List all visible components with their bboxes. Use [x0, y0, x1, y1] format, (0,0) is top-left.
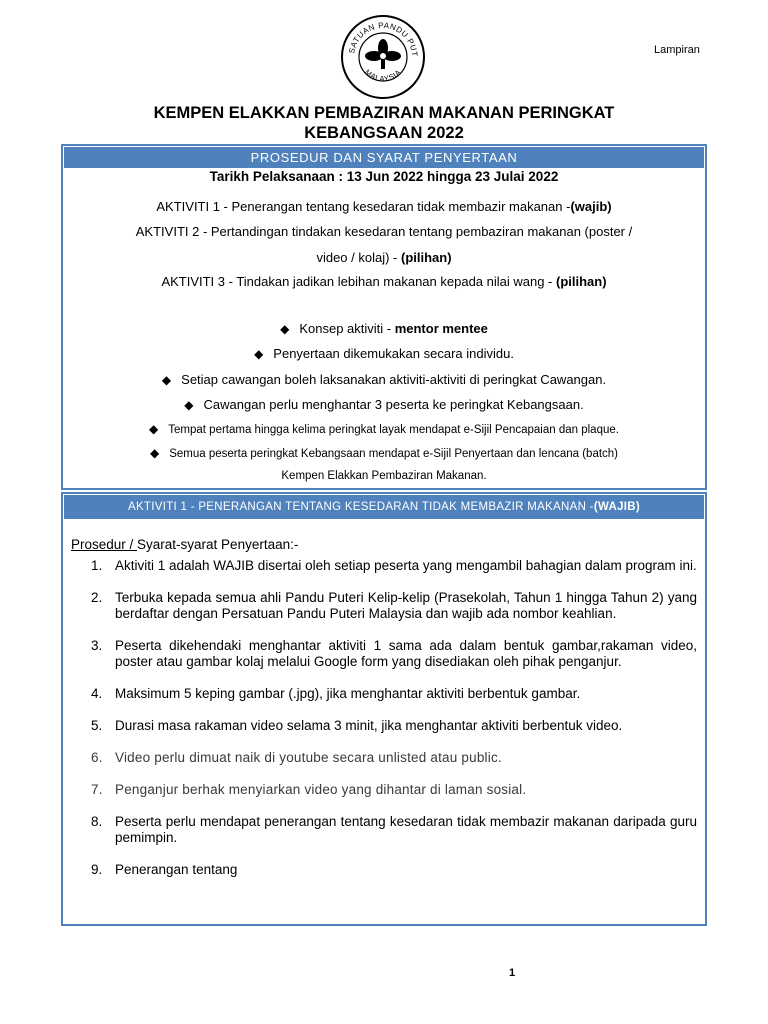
- procedure-box: [61, 144, 707, 490]
- diamond-bullet-icon: ◆: [184, 398, 194, 412]
- list-item: 4. Maksimum 5 keping gambar (.jpg), jika menghantar aktiviti berbentuk gambar.: [91, 686, 581, 701]
- diamond-bullet-icon: ◆: [161, 373, 172, 387]
- bullet-tempat-pertama: ◆ Tempat pertama hingga kelima peringkat layak mendapat e-Sijil Pencapaian dan plaque.: [149, 422, 619, 436]
- diamond-bullet-icon: ◆: [254, 347, 264, 361]
- page-number: 1: [509, 967, 516, 979]
- aktiviti-1-box: [61, 492, 707, 926]
- aktiviti-3-line: AKTIVITI 3 - Tindakan jadikan lebihan makanan kepada nilai wang - (pilihan): [161, 274, 607, 289]
- aktiviti-2-line-1: AKTIVITI 2 - Pertandingan tindakan kesedaran tentang pembaziran makanan (poster /: [135, 224, 633, 239]
- list-item: 7. Penganjur berhak menyiarkan video yang dihantar di laman sosial.: [91, 782, 527, 797]
- page-title: [60, 103, 708, 143]
- diamond-bullet-icon: ◆: [280, 322, 290, 336]
- list-item: 3. Peserta dikehendaki menghantar aktiviti 1 sama ada dalam bentuk gambar,rakaman video, poster atau gambar kolaj melalui Google form yang disediakan oleh pihak penganjur.: [91, 638, 697, 669]
- svg-text:MALAYSIA: MALAYSIA: [363, 67, 403, 84]
- bullet-semua-peserta: ◆ Semua peserta peringkat Kebangsaan mendapat e-Sijil Penyertaan dan lencana (batch): [149, 446, 619, 460]
- tarikh-pelaksanaan: Tarikh Pelaksanaan : 13 Jun 2022 hingga 23 Julai 2022: [209, 169, 559, 184]
- diamond-bullet-icon: ◆: [149, 446, 160, 460]
- bullet-semua-peserta-cont: Kempen Elakkan Pembaziran Makanan.: [281, 470, 487, 482]
- lampiran-label: Lampiran: [654, 44, 700, 56]
- title-line-1: KEMPEN ELAKKAN PEMBAZIRAN MAKANAN PERINGKAT: [153, 104, 615, 122]
- list-item: 9. Penerangan tentang: [91, 862, 238, 877]
- bullet-hantar-peserta: ◆ Cawangan perlu menghantar 3 peserta ke peringkat Kebangsaan.: [184, 397, 584, 412]
- title-line-2: KEBANGSAAN 2022: [304, 124, 464, 142]
- list-item: 8. Peserta perlu mendapat penerangan tentang kesedaran tidak membazir makanan daripada guru pemimpin.: [91, 814, 697, 845]
- bullet-konsep: ◆ Konsep aktiviti - mentor mentee: [280, 321, 488, 336]
- section-header-aktiviti-1: AKTIVITI 1 - PENERANGAN TENTANG KESEDARAN TIDAK MEMBAZIR MAKANAN -(WAJIB): [64, 495, 704, 519]
- prosedur-heading: Prosedur / Syarat-syarat Penyertaan:-: [71, 537, 299, 552]
- section-header-procedure: PROSEDUR DAN SYARAT PENYERTAAN: [64, 147, 704, 168]
- requirements-list: [71, 558, 697, 878]
- aktiviti-1-line: AKTIVITI 1 - Penerangan tentang kesedaran tidak membazir makanan -(wajib): [156, 199, 612, 214]
- list-item: 5. Durasi masa rakaman video selama 3 minit, jika menghantar aktiviti berbentuk video.: [91, 718, 623, 733]
- diamond-bullet-icon: ◆: [149, 422, 159, 436]
- list-item: 6. Video perlu dimuat naik di youtube secara unlisted atau public.: [91, 750, 502, 765]
- svg-text:PERSATUAN PANDU PUTERI: SATUAN PANDU PUT: [347, 20, 420, 58]
- bullet-penyertaan: ◆ Penyertaan dikemukakan secara individu.: [254, 346, 514, 361]
- list-item: 2. Terbuka kepada semua ahli Pandu Puteri Kelip-kelip (Prasekolah, Tahun 1 hingga Tahun 2) yang berdaftar dengan Persatuan Pandu Puteri Malaysia dan wajib ada nombor keahlian.: [91, 590, 697, 621]
- aktiviti-2-line-2: video / kolaj) - (pilihan): [316, 250, 452, 265]
- list-item: 1. Aktiviti 1 adalah WAJIB disertai oleh setiap peserta yang mengambil bahagian dalam program ini.: [91, 558, 697, 573]
- bullet-cawangan: ◆ Setiap cawangan boleh laksanakan aktiviti-aktiviti di peringkat Cawangan.: [161, 372, 607, 387]
- pandu-puteri-seal: [340, 14, 426, 100]
